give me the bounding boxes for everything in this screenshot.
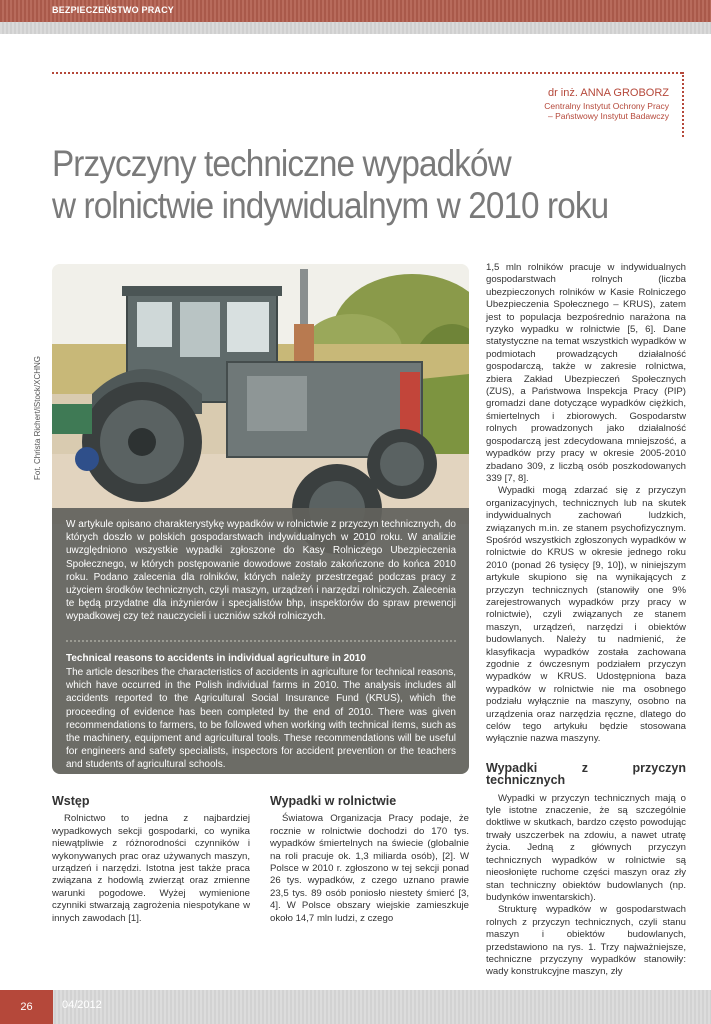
column-accidents	[270, 795, 469, 925]
issue-label: 04/2012	[62, 999, 102, 1011]
photo-credit: Fot. Christa Richert/iStock/XCHNG	[33, 355, 42, 480]
author-block	[544, 87, 669, 121]
page-number: 26	[0, 990, 53, 1024]
author-institution-1: Centralny Instytut Ochrony Pracy	[544, 101, 669, 111]
heading-technical: Wypadki z przyczyn technicznych	[486, 760, 686, 788]
column-right	[486, 262, 686, 979]
header-gray-strip	[0, 22, 711, 34]
paragraph-right-3: Wypadki w przyczyn technicznych mają o tyle istotne znaczenie, że są szczególnie doktliwe w skutkach, bardzo często powodując trwały uszczerbek na zdowiu, a nawet utratę życia. Jedną z głównych przyczyn technicznych wypadków w rolnictwie są nieosłonięte ruchome części maszyn oraz zły stan techniczny obiektów budowlanych (np. budynków inwentarskich).	[486, 792, 686, 903]
title-line-2: w rolnictwie indywidualnym w 2010 roku	[52, 185, 609, 226]
article-title	[52, 143, 610, 227]
dotted-divider-right	[682, 72, 684, 137]
section-header-bar	[0, 0, 711, 22]
abstract-divider	[66, 640, 456, 642]
abstract-english: The article describes the characteristics of accidents in agriculture for technical reasons, which have occurred in the Polish individual farms in 2010. The analysis includes all accidents reported to the Agricultural Social Insurance Fund (KRUS), which the proceeding of evidence has been completed by the end of 2010. There was given recommendations to farmers, to be followed when working with technical items, such as the machinery, equipment and agricultural tools. These recommendations will be useful for engineers and safety specialists, inspectors for accident prevention or the teachers and students of agricultural schools.	[66, 667, 456, 771]
abstract-polish: W artykule opisano charakterystykę wypadków w rolnictwie z przyczyn technicznych, do których doszło w polskich gospodarstwach indywidualnych w 2010 roku. W analizie uwzględniono wszystkie wypadki zgłoszone do Kasy Rolniczego Ubezpieczenia Społecznego, w których postępowanie dowodowe zostało zakończone do końca 2010 roku. Podano zalecenia dla rolników, których należy przestrzegać podczas pracy z użyciem środków technicznych, czyli maszyn, urządzeń i narzędzi rolniczych. Zalecenia te będą przydatne dla inżynierów i specjalistów bhp, inspektorów do spraw prewencji wypadkowej czy też nauczycieli i uczniów szkół rolniczych.	[66, 519, 456, 623]
dotted-divider-top	[52, 72, 682, 74]
paragraph-wypadki: Światowa Organizacja Pracy podaje, że rocznie w rolnictwie dochodzi do 170 tys. wypadków śmiertelnych na świecie (globalnie na roli pracuje ok. 1,3 miliarda osób), [2]. W Polsce w 2010 r. zgłoszono w tej sekcji ponad 26 tys. wypadków, z czego uznano prawie 23,5 tys. 89 osób poniosło niestety śmierć [3, 4]. W Polsce obszary wiejskie zamieszkuje około 14,7 mln ludzi, z czego	[270, 813, 469, 924]
author-institution-2: – Państwowy Instytut Badawczy	[548, 111, 669, 121]
paragraph-wstep: Rolnictwo to jedna z najbardziej wypadkowych sekcji gospodarki, co wynika niewątpliwie z różnorodności czynników i wykonywanych prac oraz używanych maszyn, urządzeń i narzędzi. Istotna jest także praca związana z hodowlą zwierząt oraz zmienne warunki pogodowe. Wyżej wymienione czynniki stwarzają zagrożenia niespotykane w innych zawodach [1].	[52, 813, 250, 924]
paragraph-right-1: 1,5 mln rolników pracuje w indywidualnych gospodarstwach rolnych (liczba ubezpieczonych rolników w Kasie Rolniczego Ubezpieczenia Społecznego – KRUS), zatem jest to populacja bezpośrednio narażona na ryzyko wypadku w rolnictwie [5, 6]. Dane statystyczne na temat wszystkich wypadków w podmiotach prowadzących działalność gospodarczą, także w zakresie rolnictwa, zbiera Zakład Ubezpieczeń Społecznych (ZUS), a Państwowa Inspekcja Pracy (PIP) gromadzi dane dotyczące wypadków ciężkich, śmiertelnych i zbiorowych. Gospodarstw rolnych prowadzonych jako działalność gospodarczą jest zdecydowana mniejszość, a wypadków przy pracy w okresie 2005-2010 zbadano 309, z liczbą osób poszkodowanych 339 [7, 8].	[486, 262, 686, 484]
paragraph-right-2: Wypadki mogą zdarzać się z przyczyn organizacyjnych, technicznych lub na skutek indywidualnych zachowań ludzkich, związanych m.in. ze stanem psychofizycznym. Spośród wszystkich zgłoszonych wypadków w rolnictwie do KRUS w okresie jednego roku 2010 (ponad 26 tysięcy [9, 10]), w niniejszym artykule skupiono się na wynikających z przyczyn technicznych (stanowiły one 9% zarejestrowanych wypadków przy pracy w rolnictwie), czyli związanych ze stanem maszyn, urządzeń, narzędzi i obiektów budowlanych. Należy tu nadmienić, że klasyfikacja wypadków została zachowana zgodnie z ówczesnym podziałem przyczyn wypadków w KRUS. Udostępniona baza wypadków w rolnictwie nie ma osobnego podziału wyłącznie na maszyny, osobno na urządzenia oraz narzędzia ręczne, dlatego do celów tego artykułu będzie stosowana wyłącznie nazwa maszyny.	[486, 485, 686, 745]
paragraph-right-4: Strukturę wypadków w gospodarstwach rolnych z przyczyn technicznych, czyli stanu maszyn i obiektów budowlanych, przedstawiono na rys. 1. Trzy najważniejsze, techniczne przyczyny wypadków stanowiły: wady konstrukcyjne maszyn, zły	[486, 904, 686, 978]
heading-wstep: Wstęp	[52, 794, 90, 808]
section-label: BEZPIECZEŃSTWO PRACY	[52, 5, 175, 15]
column-intro	[52, 795, 250, 925]
heading-wypadki: Wypadki w rolnictwie	[270, 794, 397, 808]
abstract-english-heading: Technical reasons to accidents in individual agriculture in 2010	[66, 653, 366, 664]
author-name: dr inż. ANNA GROBORZ	[547, 87, 669, 99]
footer-bar	[0, 990, 711, 1024]
title-line-1: Przyczyny techniczne wypadków	[52, 143, 511, 184]
